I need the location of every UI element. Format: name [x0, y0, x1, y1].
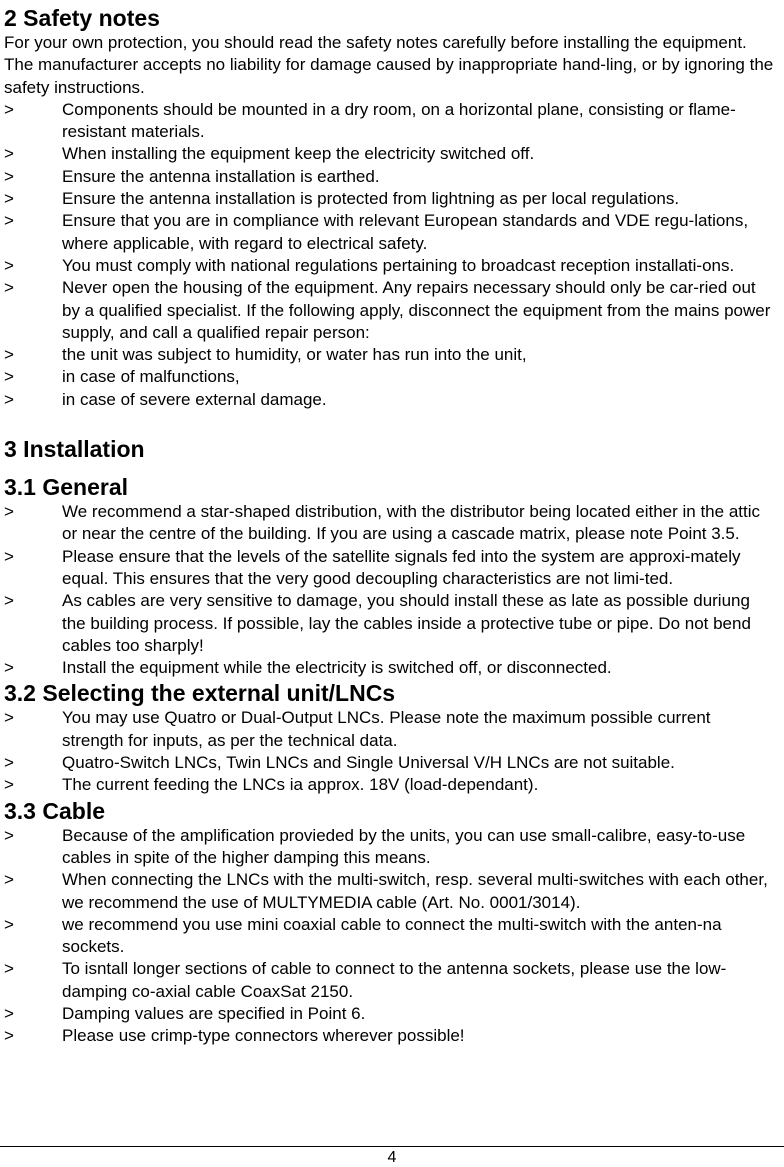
safety-notes-list: [4, 99, 776, 411]
bullet-marker: >: [4, 367, 14, 387]
bullet-marker: >: [4, 959, 14, 979]
lnc-list: [4, 707, 776, 796]
list-item: > we recommend you use mini coaxial cable to connect the multi-switch with the anten-na sockets.: [4, 914, 722, 957]
bullet-marker: >: [4, 278, 14, 298]
list-item: > As cables are very sensitive to damage, you should install these as late as possible duriung the building process. If possible, lay the cables inside a protective tube or pipe. Do not bend cables too sharply!: [4, 591, 751, 655]
bullet-marker: >: [4, 502, 14, 522]
list-item: > Install the equipment while the electricity is switched off, or disconnected.: [4, 657, 776, 679]
list-item: > Ensure the antenna installation is protected from lightning as per local regulations.: [4, 188, 776, 210]
list-item: > We recommend a star-shaped distribution, with the distributor being located either in the attic or near the centre of the building. If you are using a cascade matrix, please note Point 3.5.: [4, 502, 760, 544]
list-item: > When installing the equipment keep the electricity switched off.: [4, 143, 776, 165]
list-item: > Please ensure that the levels of the satellite signals fed into the system are approxi-mately equal. This ensures that the very good decoupling characteristics are not limi-ted.: [4, 546, 741, 588]
bullet-marker: >: [4, 825, 14, 845]
list-item: > Components should be mounted in a dry room, on a horizontal plane, consisting or flame-resistant materials.: [4, 99, 736, 142]
bullet-marker: >: [4, 753, 14, 773]
bullet-marker: >: [4, 211, 14, 231]
list-item: > Quatro-Switch LNCs, Twin LNCs and Single Universal V/H LNCs are not suitable.: [4, 752, 776, 774]
bullet-marker: >: [4, 914, 14, 934]
list-item: > You must comply with national regulations pertaining to broadcast reception installati-ons.: [4, 255, 776, 277]
footer-divider: [0, 1146, 784, 1147]
list-item: > Because of the amplification provieded by the units, you can use small-calibre, easy-to-use cables in spite of the higher damping this means.: [4, 825, 746, 867]
bullet-marker: >: [4, 1026, 14, 1046]
list-item: > The current feeding the LNCs ia approx. 18V (load-dependant).: [4, 774, 776, 796]
list-item: > the unit was subject to humidity, or water has run into the unit,: [4, 344, 776, 366]
cable-list: [4, 825, 776, 1048]
list-item: > When connecting the LNCs with the multi-switch, resp. several multi-switches with each other, we recommend the use of MULTYMEDIA cable (Art. No. 0001/3014).: [4, 870, 768, 912]
list-item: > You may use Quatro or Dual-Output LNCs. Please note the maximum possible current strength for inputs, as per the technical data.: [4, 708, 711, 750]
document-page: [4, 4, 776, 1048]
section-2-intro: For your own protection, you should read the safety notes carefully before installing the equipment. The manufacturer accepts no liability for damage caused by inappropriate hand-ling, or by ignoring the safety instructions.: [4, 33, 774, 97]
section-3-1-heading: 3.1 General: [4, 474, 129, 501]
list-item: > in case of severe external damage.: [4, 389, 776, 411]
section-2-heading: 2 Safety notes: [4, 5, 160, 31]
bullet-marker: >: [4, 1003, 14, 1023]
general-list: [4, 501, 776, 679]
bullet-marker: >: [4, 870, 14, 890]
bullet-marker: >: [4, 591, 14, 611]
bullet-marker: >: [4, 255, 14, 275]
list-item: > in case of malfunctions,: [4, 366, 776, 388]
list-item: > To isntall longer sections of cable to connect to the antenna sockets, please use the low-damping co-axial cable CoaxSat 2150.: [4, 959, 727, 1001]
section-3-3-heading: 3.3 Cable: [4, 797, 105, 824]
bullet-marker: >: [4, 708, 14, 728]
bullet-marker: >: [4, 99, 14, 119]
bullet-marker: >: [4, 189, 14, 209]
section-3-heading: 3 Installation: [4, 436, 145, 463]
section-3-2-heading: 3.2 Selecting the external unit/LNCs: [4, 680, 396, 707]
list-item: > Damping values are specified in Point 6.: [4, 1003, 776, 1025]
list-item: > Ensure that you are in compliance with relevant European standards and VDE regu-lations, where applicable, with regard to electrical safety.: [4, 211, 749, 253]
list-item: > Please use crimp-type connectors wherever possible!: [4, 1025, 776, 1047]
bullet-marker: >: [4, 775, 14, 795]
bullet-marker: >: [4, 546, 14, 566]
list-item: > Never open the housing of the equipment. Any repairs necessary should only be car-ried out by a qualified specialist. If the following apply, disconnect the equipment from the mains power supply, and call a qualified repair person:: [4, 278, 771, 342]
bullet-marker: >: [4, 166, 14, 186]
bullet-marker: >: [4, 144, 14, 164]
page-number: 4: [387, 1149, 397, 1166]
list-item: > Ensure the antenna installation is earthed.: [4, 166, 776, 188]
bullet-marker: >: [4, 345, 14, 365]
bullet-marker: >: [4, 658, 14, 678]
bullet-marker: >: [4, 389, 14, 409]
